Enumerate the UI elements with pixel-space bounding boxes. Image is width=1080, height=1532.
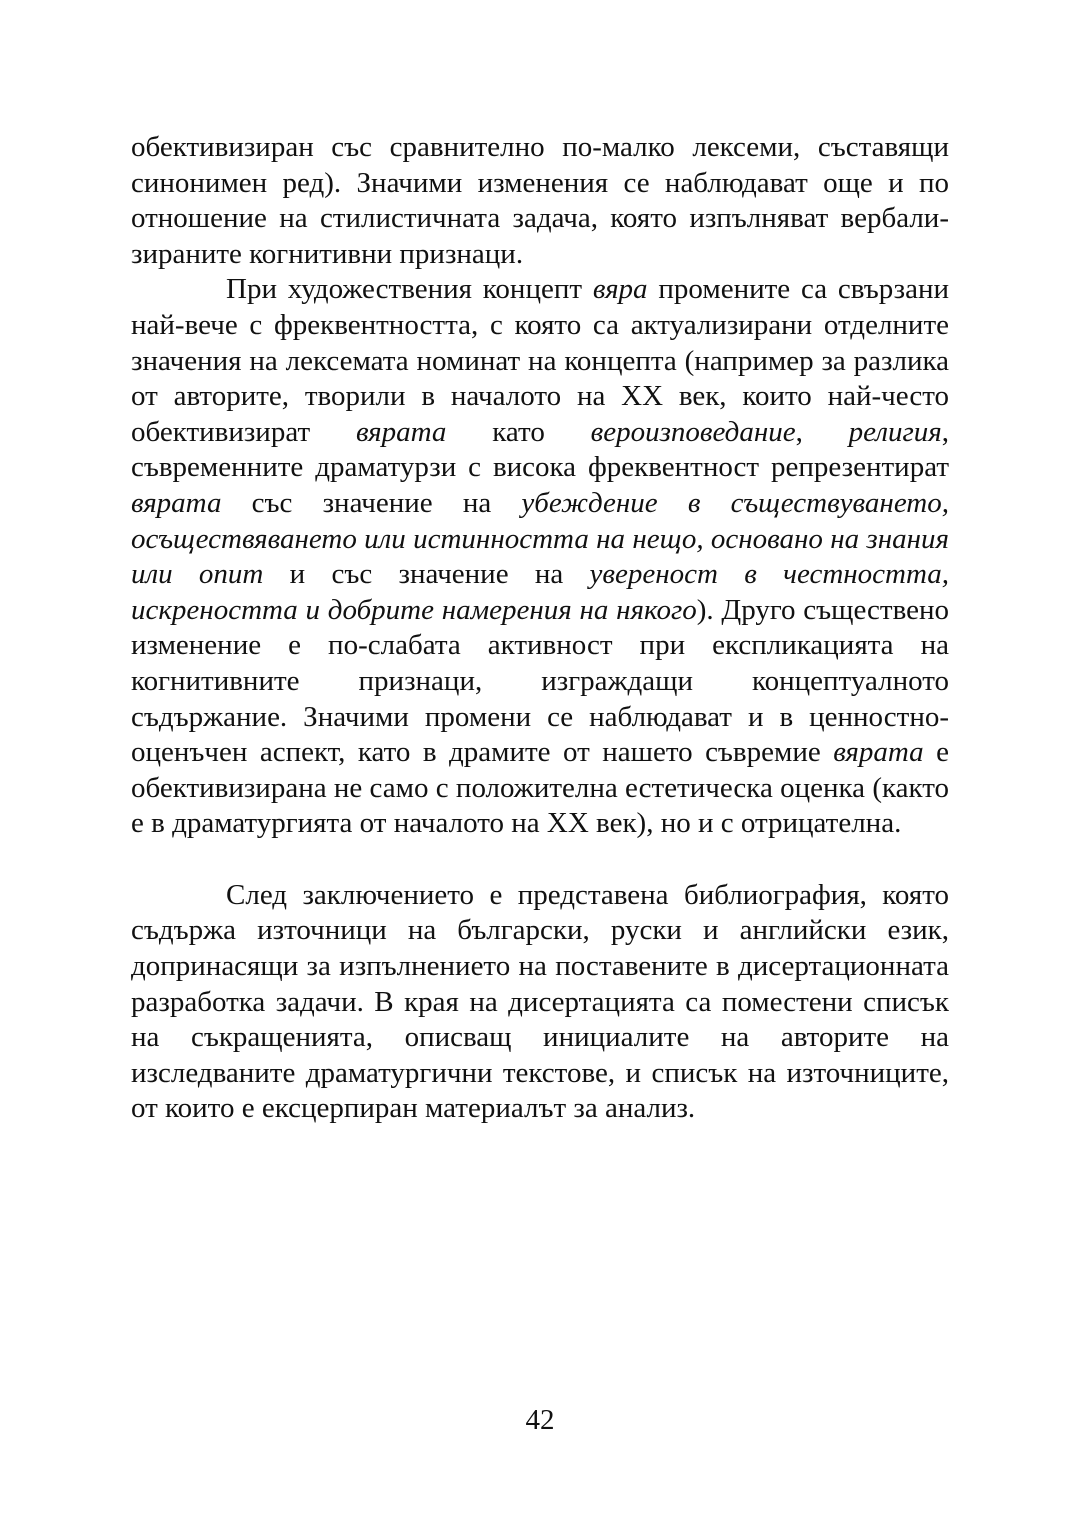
italic-term: вярата [131,486,222,519]
italic-term: вярата [355,415,447,448]
text-run: При художествения концепт [226,273,593,306]
text-run: и със значение на [263,558,590,591]
italic-term: вероизповедание [590,415,796,448]
paragraph-bibliography: След заключението е представена библиография, която съдържа източници на български, руски и английски език, допринасящи за изпълнението на поставените в дисертационната разработка задачи. В края на дисертацията са поместени списък на съкращенията, описващ инициалите на авторите на изследваните драматургични текстове, и списък на източниците, от които е ексцерпиран материалът за анализ. [131,878,949,1125]
text-run: като [446,415,591,448]
text-run: , [795,415,849,448]
body-text [131,130,949,1127]
paragraph-faith-concept [131,272,949,842]
italic-definition: увереност в честността, искреността и добрите намерения на някого [131,558,950,626]
page-number: 42 [525,1404,555,1436]
italic-term: религия [848,415,942,448]
text-run: със значение на [221,486,522,519]
text-run: е обективизирана не само с положителна естетическа оценка (както е в драматургията от началото на ХХ век), но и с отрицателна. [131,736,949,840]
text-run: ). Друго съществено изменение е по-слабата активност при експликацията на когнитивните признаци, изграждащи концептуалното съдържание. Значими промени се наблюдават и в ценностно-оценъчен аспект, като в драмите от нашето съвремие [131,593,949,769]
italic-term: вяра [592,273,648,306]
text-run: промените са свързани най-вече с фреквентността, с която са актуализирани отделните значения на лексемата номинат на концепта (например за разлика от авторите, творили в началото на ХХ век, които най-често обективизират [131,273,949,448]
paragraph-spacer [131,842,949,878]
italic-term: вярата [833,736,924,769]
text-run: , съвременните драматурзи с висока фреквентност репрезентират [131,415,950,484]
paragraph-continuation: обективизиран със сравнително по-малко лексеми, съставящи синонимен ред). Значими изменения се наблюдават още и по отношение на стилистичната задача, която изпълняват вербализираните когнитивни признаци. [131,131,949,270]
italic-definition: убеждение в съществуването, осъществяването или истинността на нещо, основано на знания или опит [131,486,949,591]
